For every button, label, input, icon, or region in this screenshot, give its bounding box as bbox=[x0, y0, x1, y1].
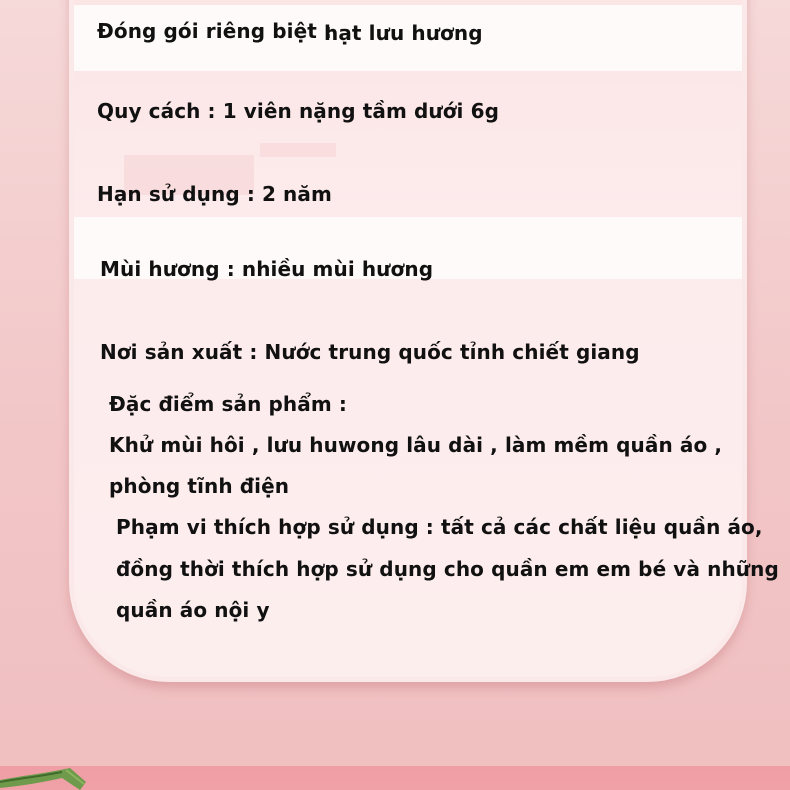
spec-size: Quy cách : 1 viên nặng tầm dưới 6g bbox=[97, 99, 500, 123]
usage-line-1: Phạm vi thích hợp sử dụng : tất cả các chất liệu quần áo, bbox=[116, 515, 763, 539]
usage-line-3: quần áo nội y bbox=[116, 598, 270, 622]
spec-origin: Nơi sản xuất : Nước trung quốc tỉnh chiết giang bbox=[100, 340, 640, 364]
flower-stem-graphic bbox=[0, 768, 86, 790]
features-line-1: Khử mùi hôi , lưu huwong lâu dài , làm mềm quần áo , bbox=[109, 433, 723, 457]
features-heading: Đặc điểm sản phẩm : bbox=[109, 392, 347, 416]
spec-scent: Mùi hương : nhiều mùi hương bbox=[100, 257, 434, 281]
features-line-2: phòng tĩnh điện bbox=[109, 474, 290, 498]
usage-line-2: đồng thời thích hợp sử dụng cho quần em em bé và những bbox=[116, 557, 779, 581]
faded-background-shape bbox=[260, 143, 336, 157]
spec-packaging-value: hạt lưu hương bbox=[324, 21, 483, 45]
bottom-pink-band bbox=[0, 766, 790, 790]
spec-packaging-label: Đóng gói riêng biệt : bbox=[97, 19, 333, 43]
spec-shelf-life: Hạn sử dụng : 2 năm bbox=[97, 182, 332, 206]
